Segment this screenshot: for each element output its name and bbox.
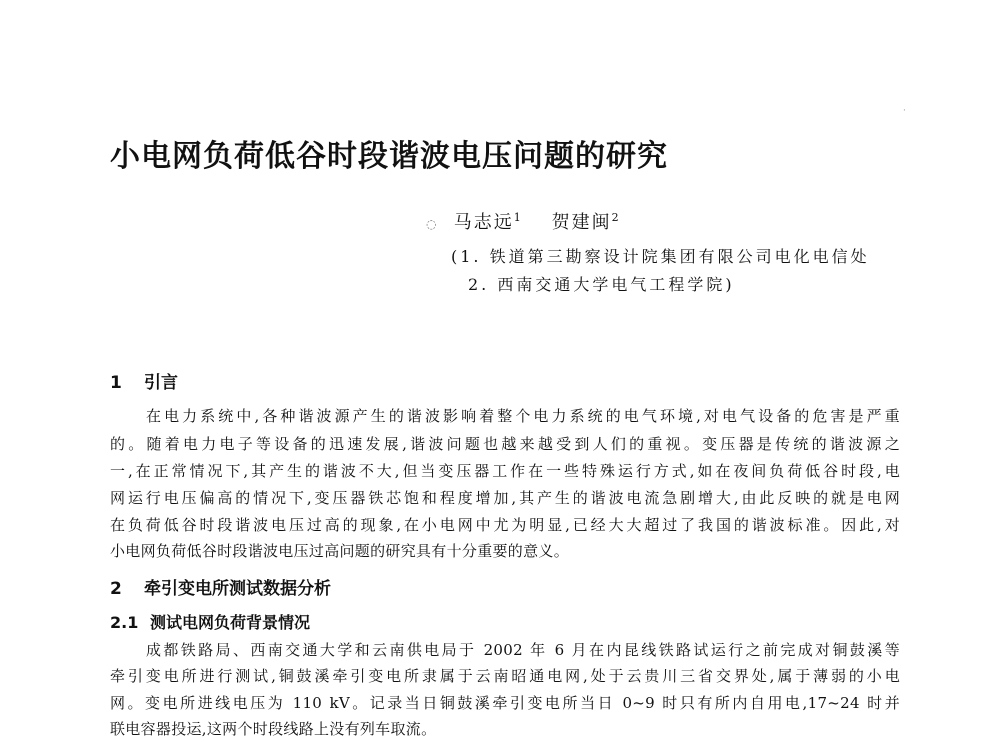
section-2-1-line-2: 牵引变电所进行测试,铜鼓溪牵引变电所隶属于云南昭通电网,处于云贵川三省交界处,属于薄弱的小电 [110,667,900,685]
section-1-line-3: 一,在正常情况下,其产生的谐波不大,但当变压器工作在一些特殊运行方式,如在夜间负荷低谷时段,电 [110,462,900,480]
author-2-affil-sup: 2 [611,211,619,224]
scan-speck-icon: · [903,106,906,116]
section-1-heading [110,368,178,393]
section-1-number: 1 [110,373,122,393]
section-1-title: 引言 [144,373,178,393]
section-2-1-line-3: 网。变电所进线电压为 110 kV。记录当日铜鼓溪牵引变电所当日 0~9 时只有所内自用电,17~24 时并 [110,694,900,712]
section-2-1-line-1: 成都铁路局、西南交通大学和云南供电局于 2002 年 6 月在内昆线铁路试运行之前完成对铜鼓溪等 [146,641,900,659]
affiliation-line-2: 2. 西南交通大学电气工程学院) [468,275,735,294]
section-1-line-2: 的。随着电力电子等设备的迅速发展,谐波问题也越来越受到人们的重视。变压器是传统的谐波源之 [110,435,900,453]
section-2-title: 牵引变电所测试数据分析 [144,579,331,599]
author-line [426,208,619,234]
scan-mark-icon: ◌ [426,217,439,231]
author-1-name: 马志远 [453,212,514,233]
author-1-affil-sup: 1 [513,211,521,224]
section-2-1-line-4: 联电容器投运,这两个时段线路上没有列车取流。 [110,720,437,738]
section-1-line-6: 小电网负荷低谷时段谐波电压过高问题的研究具有十分重要的意义。 [110,542,570,560]
section-1-line-1: 在电力系统中,各种谐波源产生的谐波影响着整个电力系统的电气环境,对电气设备的危害是严重 [146,407,900,425]
section-1-line-4: 网运行电压偏高的情况下,变压器铁芯饱和程度增加,其产生的谐波电流急剧增大,由此反映的就是电网 [110,489,900,507]
section-2-heading [110,574,331,599]
author-2-name: 贺建闽 [551,212,612,233]
section-2-1-heading [110,610,310,633]
section-2-1-title: 测试电网负荷背景情况 [150,613,311,632]
affiliation-line-1: (1. 铁道第三勘察设计院集团有限公司电化电信处 [451,247,870,266]
section-1-line-5: 在负荷低谷时段谐波电压过高的现象,在小电网中尤为明显,已经大大超过了我国的谐波标准。因此,对 [110,516,900,534]
section-2-number: 2 [110,579,122,599]
section-2-1-number: 2.1 [110,613,139,632]
paper-title: 小电网负荷低谷时段谐波电压问题的研究 [110,139,668,174]
